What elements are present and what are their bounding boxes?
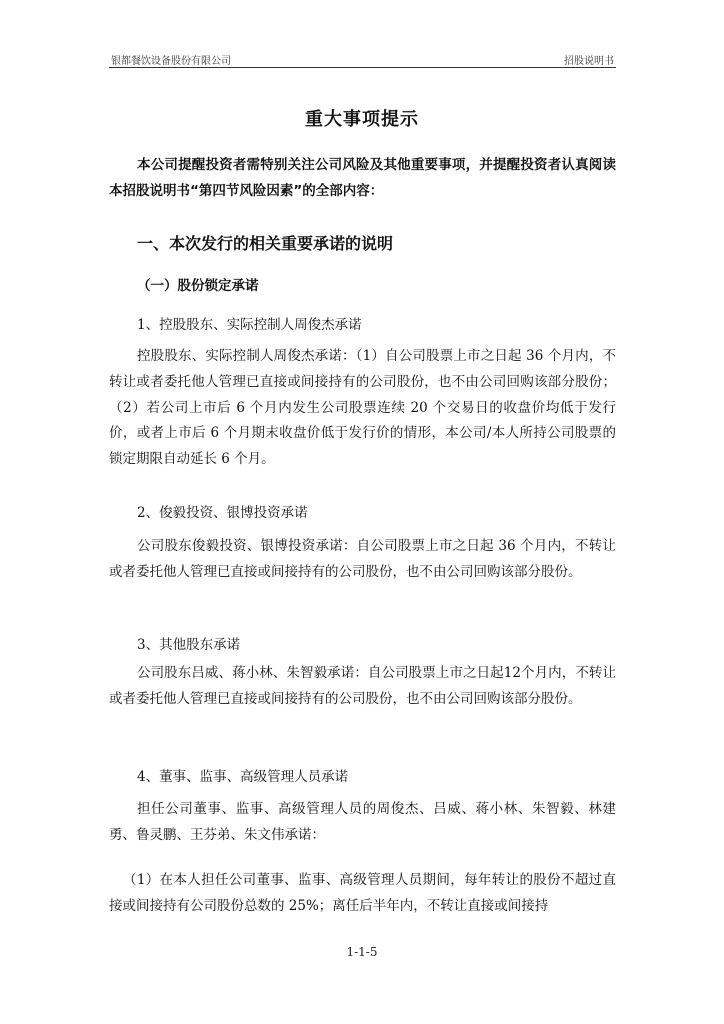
- item-heading-4: 4、董事、监事、高级管理人员承诺: [137, 769, 349, 785]
- header-document-type: 招股说明书: [564, 56, 614, 67]
- section-heading: 一、本次发行的相关重要承诺的说明: [137, 234, 394, 253]
- header-rule: [109, 67, 616, 68]
- item-point-1: （1）在本人担任公司董事、监事、高级管理人员期间，每年转让的股份不超过直接或间接持有公司股份总数的 25%；离任后半年内，不转让直接或间接持: [109, 872, 616, 914]
- item-heading-3: 3、其他股东承诺: [137, 637, 241, 653]
- item-body-4: 担任公司董事、监事、高级管理人员的周俊杰、吕威、蒋小林、朱智毅、林建勇、鲁灵鹏、王芬弟、朱文伟承诺：: [109, 801, 616, 843]
- item-body-3: 公司股东吕威、蒋小林、朱智毅承诺：自公司股票上市之日起12个月内，不转让或者委托他人管理已直接或间接持有的公司股份，也不由公司回购该部分股份。: [109, 665, 616, 707]
- header-company-name: 银都餐饮设备股份有限公司: [111, 56, 231, 67]
- page-title: 重大事项提示: [305, 109, 419, 130]
- page-header: [109, 49, 616, 67]
- item-heading-1: 1、控股股东、实际控制人周俊杰承诺: [137, 317, 362, 333]
- page-number: 1-1-5: [346, 945, 378, 959]
- item-body-1: 控股股东、实际控制人周俊杰承诺：（1）自公司股票上市之日起 36 个月内，不转让或者委托他人管理已直接或间接持有的公司股份，也不由公司回购该部分股份；（2）若公司上市后 6 个月内发生公司股票连续 20 个交易日的收盘价均低于发行价，或者上市后 6 个月期末收盘价低于发行价的情形，本公司/本人所持公司股票的锁定期限自动延长 6 个月。: [109, 348, 616, 468]
- intro-paragraph: 本公司提醒投资者需特别关注公司风险及其他重要事项，并提醒投资者认真阅读本招股说明书“第四节风险因素”的全部内容：: [109, 157, 616, 199]
- item-body-2: 公司股东俊毅投资、银博投资承诺：自公司股票上市之日起 36 个月内，不转让或者委托他人管理已直接或间接持有的公司股份，也不由公司回购该部分股份。: [109, 538, 616, 580]
- item-heading-2: 2、俊毅投资、银博投资承诺: [137, 505, 308, 521]
- subsection-heading: （一）股份锁定承诺: [137, 278, 259, 294]
